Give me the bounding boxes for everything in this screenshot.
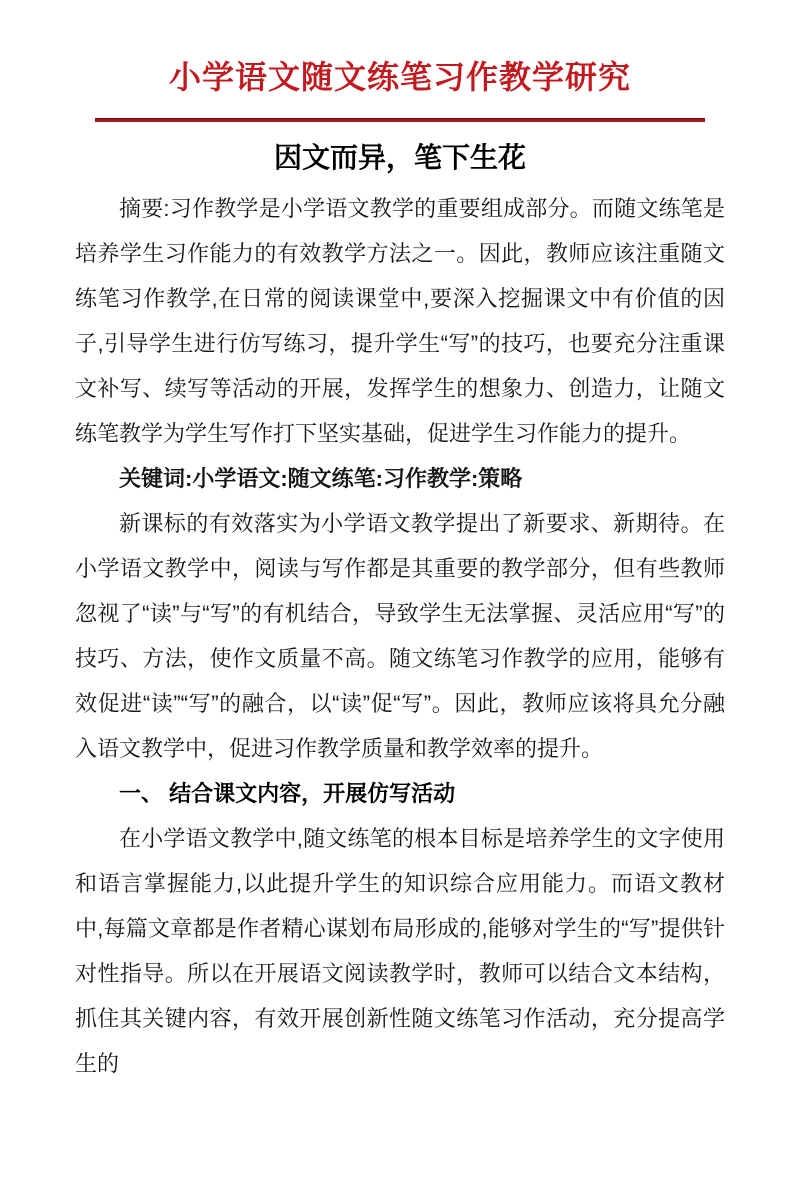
introduction-paragraph: 新课标的有效落实为小学语文教学提出了新要求、新期待。在小学语文教学中，阅读与写作都是其重要的教学部分，但有些教师忽视了“读”与“写”的有机结合，导致学生无法掌握、灵活应用“写”的技巧、方法，使作文质量不高。随文练笔习作教学的应用，能够有效促进“读”“写”的融合，以“读”促“写”。因此，教师应该将具允分融入语文教学中，促进习作教学质量和教学效率的提升。 [75,511,725,761]
section-1-heading: 一、 结合课文内容，开展仿写活动 [119,781,456,806]
abstract-paragraph: 摘要:习作教学是小学语文教学的重要组成部分。而随文练笔是培养学生习作能力的有效教学方法之一。因此，教师应该注重随文练笔习作教学,在日常的阅读课堂中,要深入挖掘课文中有价值的因子,引导学生进行仿写练习，提升学生“写”的技巧，也要充分注重课文补写、续写等活动的开展，发挥学生的想象力、创造力，让随文练笔教学为学生写作打下坚实基础，促进学生习作能力的提升。 [75,196,725,446]
keywords-line: 关键词:小学语文:随文练笔:习作教学:策略 [119,466,523,491]
document-title: 小学语文随文练笔习作教学研究 [168,59,631,95]
document-page [0,56,800,1186]
article-subtitle: 因文而异，笔下生花 [273,142,526,173]
section-1-paragraph: 在小学语文教学中,随文练笔的根本目标是培养学生的文字使用和语言掌握能力,以此提升学生的知识综合应用能力。而语文教材中,每篇文章都是作者精心谋划布局形成的,能够对学生的“写”提供针对性指导。所以在开展语文阅读教学时，教师可以结合文本结构，抓住其关键内容，有效开展创新性随文练笔习作活动，充分提高学生的 [75,826,725,1076]
title-divider-rule [95,118,705,122]
